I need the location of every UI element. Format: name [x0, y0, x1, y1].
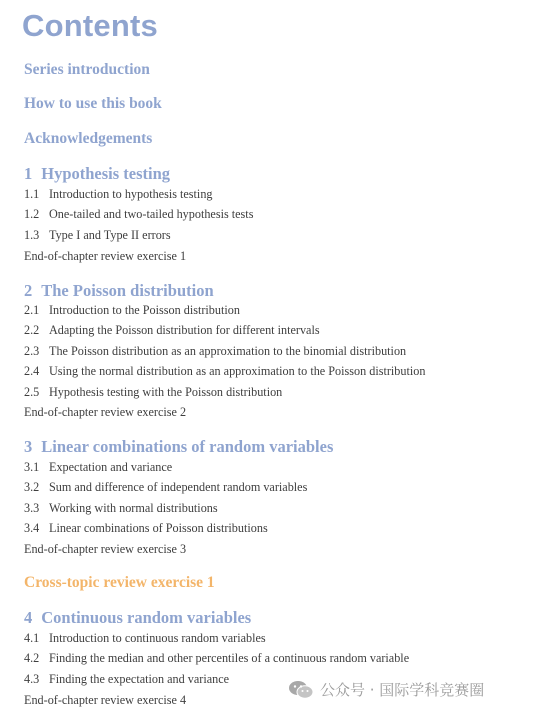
section-2-5[interactable]: [24, 385, 282, 400]
chapter-number: 4: [24, 608, 33, 627]
section-title: Hypothesis testing with the Poisson distribution: [49, 385, 283, 399]
chapter-number: 2: [24, 281, 33, 300]
section-2-4[interactable]: [24, 364, 425, 379]
section-1-2[interactable]: [24, 207, 253, 222]
section-title: Introduction to hypothesis testing: [49, 187, 213, 201]
section-number: 2.5: [24, 385, 40, 399]
section-1-3[interactable]: [24, 228, 171, 243]
section-number: 3.3: [24, 501, 40, 515]
section-number: 2.2: [24, 323, 40, 337]
section-3-2[interactable]: [24, 480, 307, 495]
section-4-1[interactable]: [24, 631, 266, 646]
chapter-title: The Poisson distribution: [41, 281, 214, 300]
review-exercise-1[interactable]: End-of-chapter review exercise 1: [24, 249, 187, 263]
intro-series[interactable]: Series introduction: [24, 61, 150, 78]
section-number: 2.1: [24, 303, 40, 317]
watermark-text: 公众号 · 国际学科竞赛圈: [320, 681, 485, 699]
section-title: Expectation and variance: [49, 460, 173, 474]
chapter-title: Continuous random variables: [41, 608, 252, 627]
section-title: Type I and Type II errors: [49, 228, 171, 242]
section-number: 3.1: [24, 460, 40, 474]
section-title: Using the normal distribution as an approximation to the Poisson distribution: [49, 364, 426, 378]
cross-topic-review-heading[interactable]: Cross-topic review exercise 1: [24, 574, 215, 591]
intro-acknowledgements[interactable]: Acknowledgements: [24, 130, 153, 147]
review-exercise-4[interactable]: End-of-chapter review exercise 4: [24, 693, 187, 707]
section-title: The Poisson distribution as an approximation to the binomial distribution: [49, 344, 407, 358]
section-title: Finding the median and other percentiles of a continuous random variable: [49, 651, 410, 665]
section-2-3[interactable]: [24, 344, 406, 359]
review-exercise-2[interactable]: End-of-chapter review exercise 2: [24, 405, 187, 419]
watermark: [288, 679, 484, 700]
page-title: Contents: [22, 8, 158, 43]
section-number: 2.3: [24, 344, 40, 358]
section-4-3[interactable]: [24, 672, 229, 687]
section-number: 1.3: [24, 228, 40, 242]
section-title: Sum and difference of independent random variables: [49, 480, 308, 494]
section-title: Working with normal distributions: [49, 501, 218, 515]
section-3-1[interactable]: [24, 460, 172, 475]
intro-how-to-use[interactable]: How to use this book: [24, 95, 162, 112]
review-exercise-3[interactable]: End-of-chapter review exercise 3: [24, 542, 187, 556]
section-title: Linear combinations of Poisson distributions: [49, 521, 268, 535]
section-1-1[interactable]: [24, 187, 213, 202]
section-number: 4.2: [24, 651, 40, 665]
section-number: 1.1: [24, 187, 40, 201]
section-number: 4.3: [24, 672, 40, 686]
chapter-number: 1: [24, 164, 33, 183]
section-2-1[interactable]: [24, 303, 240, 318]
section-2-2[interactable]: [24, 323, 320, 338]
section-4-2[interactable]: [24, 651, 409, 666]
wechat-icon: [288, 680, 314, 700]
section-title: Introduction to the Poisson distribution: [49, 303, 240, 317]
chapter-title: Linear combinations of random variables: [41, 437, 334, 456]
section-number: 1.2: [24, 207, 40, 221]
chapter-4-heading[interactable]: [24, 608, 251, 628]
section-number: 3.4: [24, 521, 40, 535]
chapter-number: 3: [24, 437, 33, 456]
section-title: Adapting the Poisson distribution for different intervals: [49, 323, 320, 337]
chapter-title: Hypothesis testing: [41, 164, 171, 183]
chapter-3-heading[interactable]: [24, 437, 333, 457]
chapter-1-heading[interactable]: [24, 164, 170, 184]
section-title: One-tailed and two-tailed hypothesis tests: [49, 207, 254, 221]
section-number: 3.2: [24, 480, 40, 494]
chapter-2-heading[interactable]: [24, 281, 214, 301]
section-3-4[interactable]: [24, 521, 268, 536]
section-number: 4.1: [24, 631, 40, 645]
section-3-3[interactable]: [24, 501, 218, 516]
section-title: Introduction to continuous random variables: [49, 631, 266, 645]
section-title: Finding the expectation and variance: [49, 672, 230, 686]
section-number: 2.4: [24, 364, 40, 378]
